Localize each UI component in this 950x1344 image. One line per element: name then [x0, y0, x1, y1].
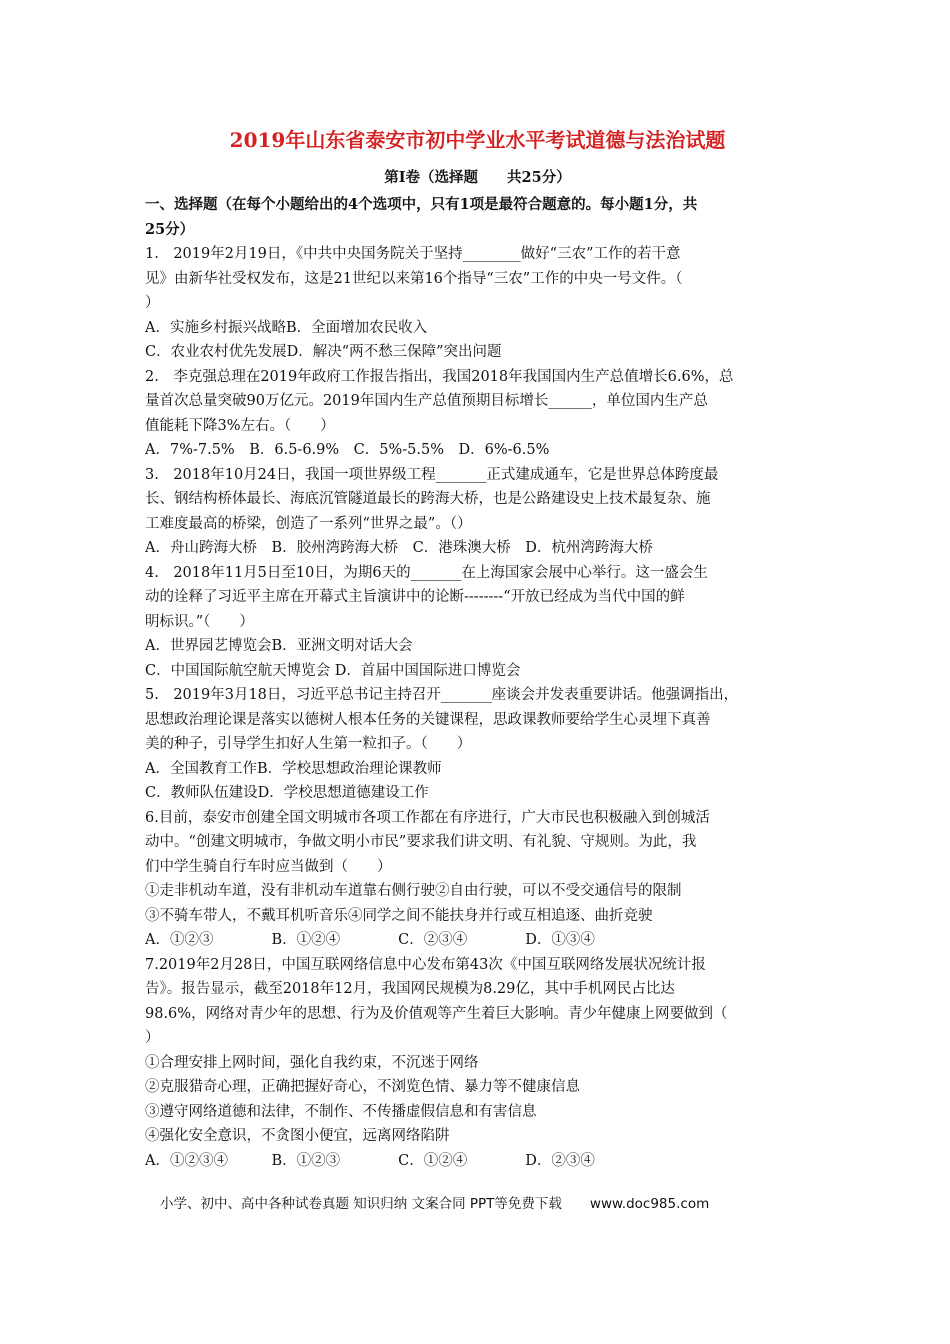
text-line: A．①②③ B．①②④ C．②③④ D．①③④ [145, 932, 595, 948]
text-line: 量首次总量突破90万亿元。2019年国内生产总值预期目标增长______，单位国内生产总 [145, 393, 708, 409]
text-line: A．世界园艺博览会B．亚洲文明对话大会 [145, 638, 413, 654]
text-line: ③遵守网络道德和法律，不制作、不传播虚假信息和有害信息 [145, 1103, 537, 1120]
text-line: 工难度最高的桥梁，创造了一系列“世界之最”。（） [145, 515, 472, 532]
text-line: 思想政治理论课是落实以德树人根本任务的关键课程，思政课教师要给学生心灵埋下真善 [145, 711, 711, 728]
text-line: 见》由新华社受权发布，这是21世纪以来第16个指导“三农”工作的中央一号文件。（ [145, 270, 683, 287]
text-line: 值能耗下降3%左右。（ ） [145, 417, 335, 434]
text-line: C．教师队伍建设D．学校思想道德建设工作 [145, 785, 429, 801]
text-line: 长、钢结构桥体最长、海底沉管隧道最长的跨海大桥，也是公路建设史上技术最复杂、施 [145, 491, 711, 507]
text-line: ①合理安排上网时间，强化自我约束，不沉迷于网络 [145, 1054, 479, 1071]
text-line: C．农业农村优先发展D．解决“两不愁三保障”突出问题 [145, 344, 502, 360]
text-line: 2. 李克强总理在2019年政府工作报告指出，我国2018年我国国内生产总值增长6.6%，总 [145, 368, 734, 385]
text-line: ④强化安全意识，不贪图小便宜，远离网络陷阱 [145, 1128, 450, 1144]
text-line: 5. 2019年3月18日，习近平总书记主持召开_______座谈会并发表重要讲话。他强调指出， [145, 687, 739, 703]
text-line: ） [145, 295, 160, 311]
section-heading-line: 一、选择题（在每个小题给出的4个选项中，只有1项是最符合题意的。每小题1分，共 [145, 196, 698, 213]
text-line: A．舟山跨海大桥 B．胶州湾跨海大桥 C．港珠澳大桥 D．杭州湾跨海大桥 [145, 540, 653, 556]
text-line: 美的种子，引导学生扣好人生第一粒扣子。（ ） [145, 736, 472, 752]
text-line: 明标识。”（ ） [145, 613, 254, 630]
text-line: ①走非机动车道，没有非机动车道靠右侧行驶②自由行驶，可以不受交通信号的限制 [145, 883, 682, 899]
text-line: 们中学生骑自行车时应当做到（ ） [145, 858, 392, 875]
text-line: C．中国国际航空航天博览会 D．首届中国国际进口博览会 [145, 662, 521, 679]
text-line: ） [145, 1030, 160, 1046]
text-line: 4. 2018年11月5日至10日，为期6天的_______在上海国家会展中心举行。这一盛会生 [145, 564, 708, 581]
section-heading [145, 193, 810, 242]
text-line: 6.目前，泰安市创建全国文明城市各项工作都在有序进行，广大市民也积极融入到创城活 [145, 809, 710, 826]
text-line: 1. 2019年2月19日，《中共中央国务院关于坚持________做好“三农”工作的若干意 [145, 246, 681, 262]
text-line: 动中。“创建文明城市，争做文明小市民”要求我们讲文明、有礼貌、守规则。为此，我 [145, 834, 697, 850]
text-line: 98.6%，网络对青少年的思想、行为及价值观等产生着巨大影响。青少年健康上网要做到（ [145, 1005, 728, 1022]
part-heading: 第Ⅰ卷（选择题 共25分） [384, 169, 571, 186]
text-line: A．实施乡村振兴战略B．全面增加农民收入 [145, 319, 428, 336]
text-line: A．7%-7.5% B．6.5-6.9% C．5%-5.5% D．6%-6.5% [145, 442, 550, 458]
document-title: 2019年山东省泰安市初中学业水平考试道德与法治试题 [229, 128, 726, 152]
question-list [145, 242, 810, 1173]
footer [160, 1192, 800, 1212]
footer-site-link[interactable]: www.doc985.com [589, 1196, 710, 1212]
footer-text: 小学、初中、高中各种试卷真题 知识归纳 文案合同 PPT等免费下载 [160, 1196, 562, 1212]
text-line: 动的诠释了习近平主席在开幕式主旨演讲中的论断--------“开放已经成为当代中国的鲜 [145, 589, 685, 605]
text-line: A．全国教育工作B．学校思想政治理论课教师 [145, 760, 442, 777]
text-line: 7.2019年2月28日，中国互联网络信息中心发布第43次《中国互联网络发展状况统计报 [145, 956, 706, 973]
text-line: A．①②③④ B．①②③ C．①②④ D．②③④ [145, 1152, 595, 1169]
text-line: ③不骑车带人，不戴耳机听音乐④同学之间不能扶身并行或互相追逐、曲折竞驶 [145, 907, 653, 924]
text-line: 告》。报告显示，截至2018年12月，我国网民规模为8.29亿，其中手机网民占比达 [145, 981, 675, 997]
exam-page [145, 125, 810, 1173]
text-line: ②克服猎奇心理，正确把握好奇心，不浏览色情、暴力等不健康信息 [145, 1079, 580, 1095]
text-line: 3. 2018年10月24日，我国一项世界级工程_______正式建成通车，它是世界总体跨度最 [145, 466, 719, 483]
section-heading-line: 25分） [145, 220, 195, 238]
